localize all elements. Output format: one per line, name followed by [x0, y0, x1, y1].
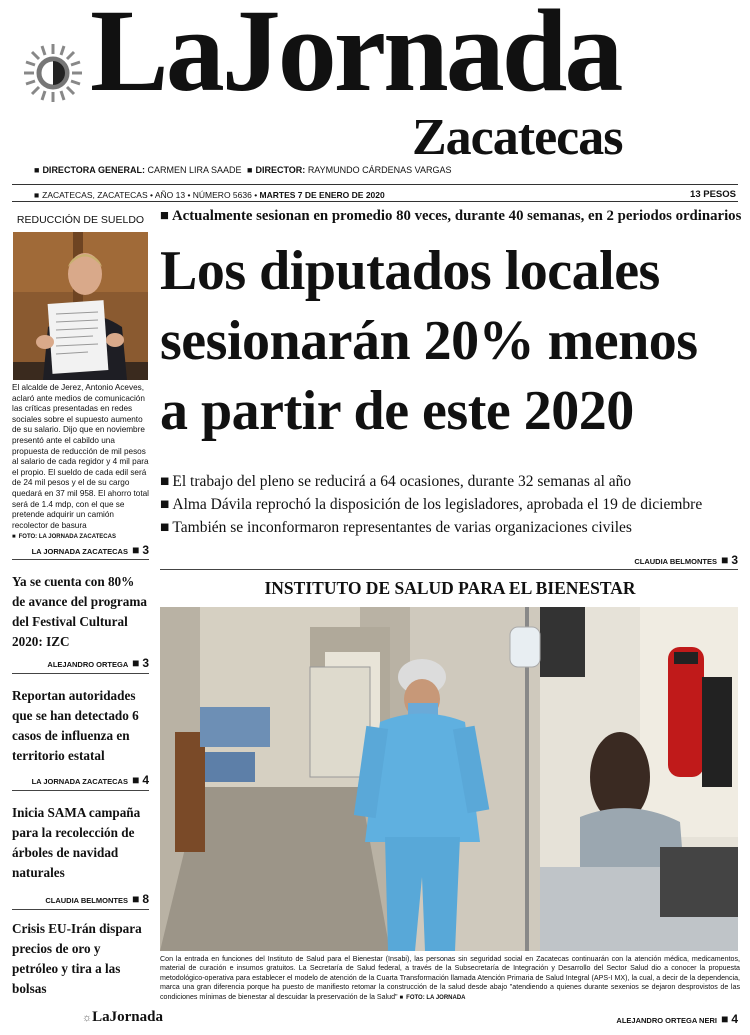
- director-name: RAYMUNDO CÁRDENAS VARGAS: [307, 165, 452, 175]
- edition-info: ZACATECAS, ZACATECAS • AÑO 13 • NÚMERO 5636 •: [42, 190, 258, 200]
- footer-logo-text: LaJornada: [92, 1009, 163, 1025]
- left-feature-page: ■ 3: [132, 543, 149, 557]
- brief-2[interactable]: Reportan autoridades que se han detectado 6 casos de influenza en territorio estatal: [12, 688, 139, 763]
- footer-logo: [82, 1009, 163, 1026]
- edition-date: MARTES 7 DE ENERO DE 2020: [259, 190, 385, 200]
- edition-line: [34, 190, 385, 200]
- divider-1: [12, 559, 149, 560]
- bullet-2: [160, 493, 702, 516]
- main-byline: [634, 553, 738, 567]
- main-byline-page: ■ 3: [721, 553, 738, 567]
- bullet-1-text: El trabajo del pleno se reducirá a 64 ocasiones, durante 32 semanas al año: [172, 473, 632, 490]
- brief-3-byline: [12, 892, 149, 906]
- photo-section-title: INSTITUTO DE SALUD PARA EL BIENESTAR: [264, 578, 636, 598]
- divider-3: [12, 790, 149, 791]
- masthead-subtitle: Zacatecas: [412, 109, 623, 166]
- left-feature-caption: [12, 383, 150, 543]
- brief-2-page: ■ 4: [132, 773, 149, 787]
- main-bullets: [160, 470, 702, 539]
- masthead-title: LaJornada: [90, 0, 621, 116]
- brief-1[interactable]: Ya se cuenta con 80% de avance del programa del Festival Cultural 2020: IZC: [12, 574, 147, 649]
- main-headline[interactable]: [160, 236, 740, 446]
- brief-1-page: ■ 3: [132, 656, 149, 670]
- main-byline-text: CLAUDIA BELMONTES: [634, 557, 717, 566]
- photo-byline-text: ALEJANDRO ORTEGA NERI: [616, 1016, 717, 1025]
- left-feature-byline: [12, 543, 149, 557]
- brief-2-byline-text: LA JORNADA ZACATECAS: [31, 777, 128, 786]
- left-section-head: REDUCCIÓN DE SUELDO: [16, 214, 145, 226]
- rule-top: [12, 184, 738, 185]
- headline-line-3: a partir de este 2020: [160, 380, 634, 442]
- main-kicker: [160, 208, 741, 225]
- director-label: DIRECTOR:: [255, 165, 306, 175]
- left-photo-credit: [12, 532, 150, 543]
- left-photo-credit-text: FOTO: LA JORNADA ZACATECAS: [18, 534, 116, 541]
- headline-line-2: sesionarán 20% menos: [160, 310, 698, 372]
- brief-2-byline: [12, 773, 149, 787]
- staff-line: [34, 165, 452, 175]
- left-feature-byline-text: LA JORNADA ZACATECAS: [31, 547, 128, 556]
- brief-1-byline-text: ALEJANDRO ORTEGA: [47, 660, 128, 669]
- divider-main: [160, 569, 738, 570]
- main-kicker-text: Actualmente sesionan en promedio 80 veces, durante 40 semanas, en 2 periodos ordinarios: [171, 208, 742, 224]
- bullet-3-text: También se inconformaron representantes de varias organizaciones civiles: [172, 519, 632, 536]
- bullet-2-text: Alma Dávila reprochó la disposición de los legisladores, aprobada el 19 de diciembre: [172, 496, 703, 513]
- brief-3-byline-text: CLAUDIA BELMONTES: [45, 896, 128, 905]
- bullet-3: [160, 516, 702, 539]
- divider-2: [12, 673, 149, 674]
- brief-3[interactable]: Inicia SAMA campaña para la recolección de árboles de navidad naturales: [12, 805, 141, 880]
- photo-byline: [616, 1012, 738, 1026]
- brief-3-page: ■ 8: [132, 892, 149, 906]
- price: 13 PESOS: [690, 189, 736, 200]
- rule-bottom: [12, 201, 738, 202]
- photo-byline-page: ■ 4: [721, 1012, 738, 1026]
- photo-caption: [160, 955, 740, 1003]
- directora-name: CARMEN LIRA SAADE: [147, 165, 242, 175]
- hospital-photo: [160, 607, 738, 951]
- directora-label: DIRECTORA GENERAL:: [42, 165, 145, 175]
- brief-4[interactable]: Crisis EU-Irán dispara precios de oro y petróleo y tira a las bolsas: [12, 921, 142, 996]
- sun-logo-icon: [22, 42, 84, 104]
- brief-1-byline: [12, 656, 149, 670]
- photo-credit: ■ FOTO: LA JORNADA: [400, 995, 466, 1001]
- mayor-photo: [13, 232, 148, 380]
- left-caption-text: El alcalde de Jerez, Antonio Aceves, aclaró ante medios de comunicación las críticas presentadas en redes sociales sobre el supuesto aumento de su salario. Dijo que en noviembre presentó ante el cabildo una propuesta de reducción de mil pesos al salario de cada regidor y 4 mil para el propio. El sueldo de cada edil será de 24 mil pesos y el de su cargo quedará en 37 mil 958. El ahorro total será de 1.4 mdp, con el que se pretende adquirir un camión recolector de basura: [12, 383, 150, 530]
- headline-line-1: Los diputados locales: [160, 240, 660, 302]
- divider-4: [12, 909, 149, 910]
- photo-caption-text: Con la entrada en funciones del Instituto de Salud para el Bienestar (Insabi), las personas sin seguridad social en Zacatecas continuarán con la atención médica, medicamentos, material de curación e insumos gratuitos. La Secretaría de Salud federal, a través de la Subsecretaría de Integración y Desarrollo del Sector Salud dio a conocer la propuesta metodológico-operativa para establecer el modelo de atención de la Cuarta Transformación llamada Atención Primaria de Salud Integral (APS-I MX), la cual, a decir de la dependencia, marca una gran diferencia porque ha puesto de manifiesto retomar la construcción de la salud desde abajo "atendiendo a quienes durante sexenios se dejaron desprovistos de las condiciones mínimas de bienestar al descuidar la preservación de la Salud": [160, 955, 740, 1001]
- footer-sun-icon: ☼: [82, 1012, 93, 1024]
- bullet-1: [160, 470, 702, 493]
